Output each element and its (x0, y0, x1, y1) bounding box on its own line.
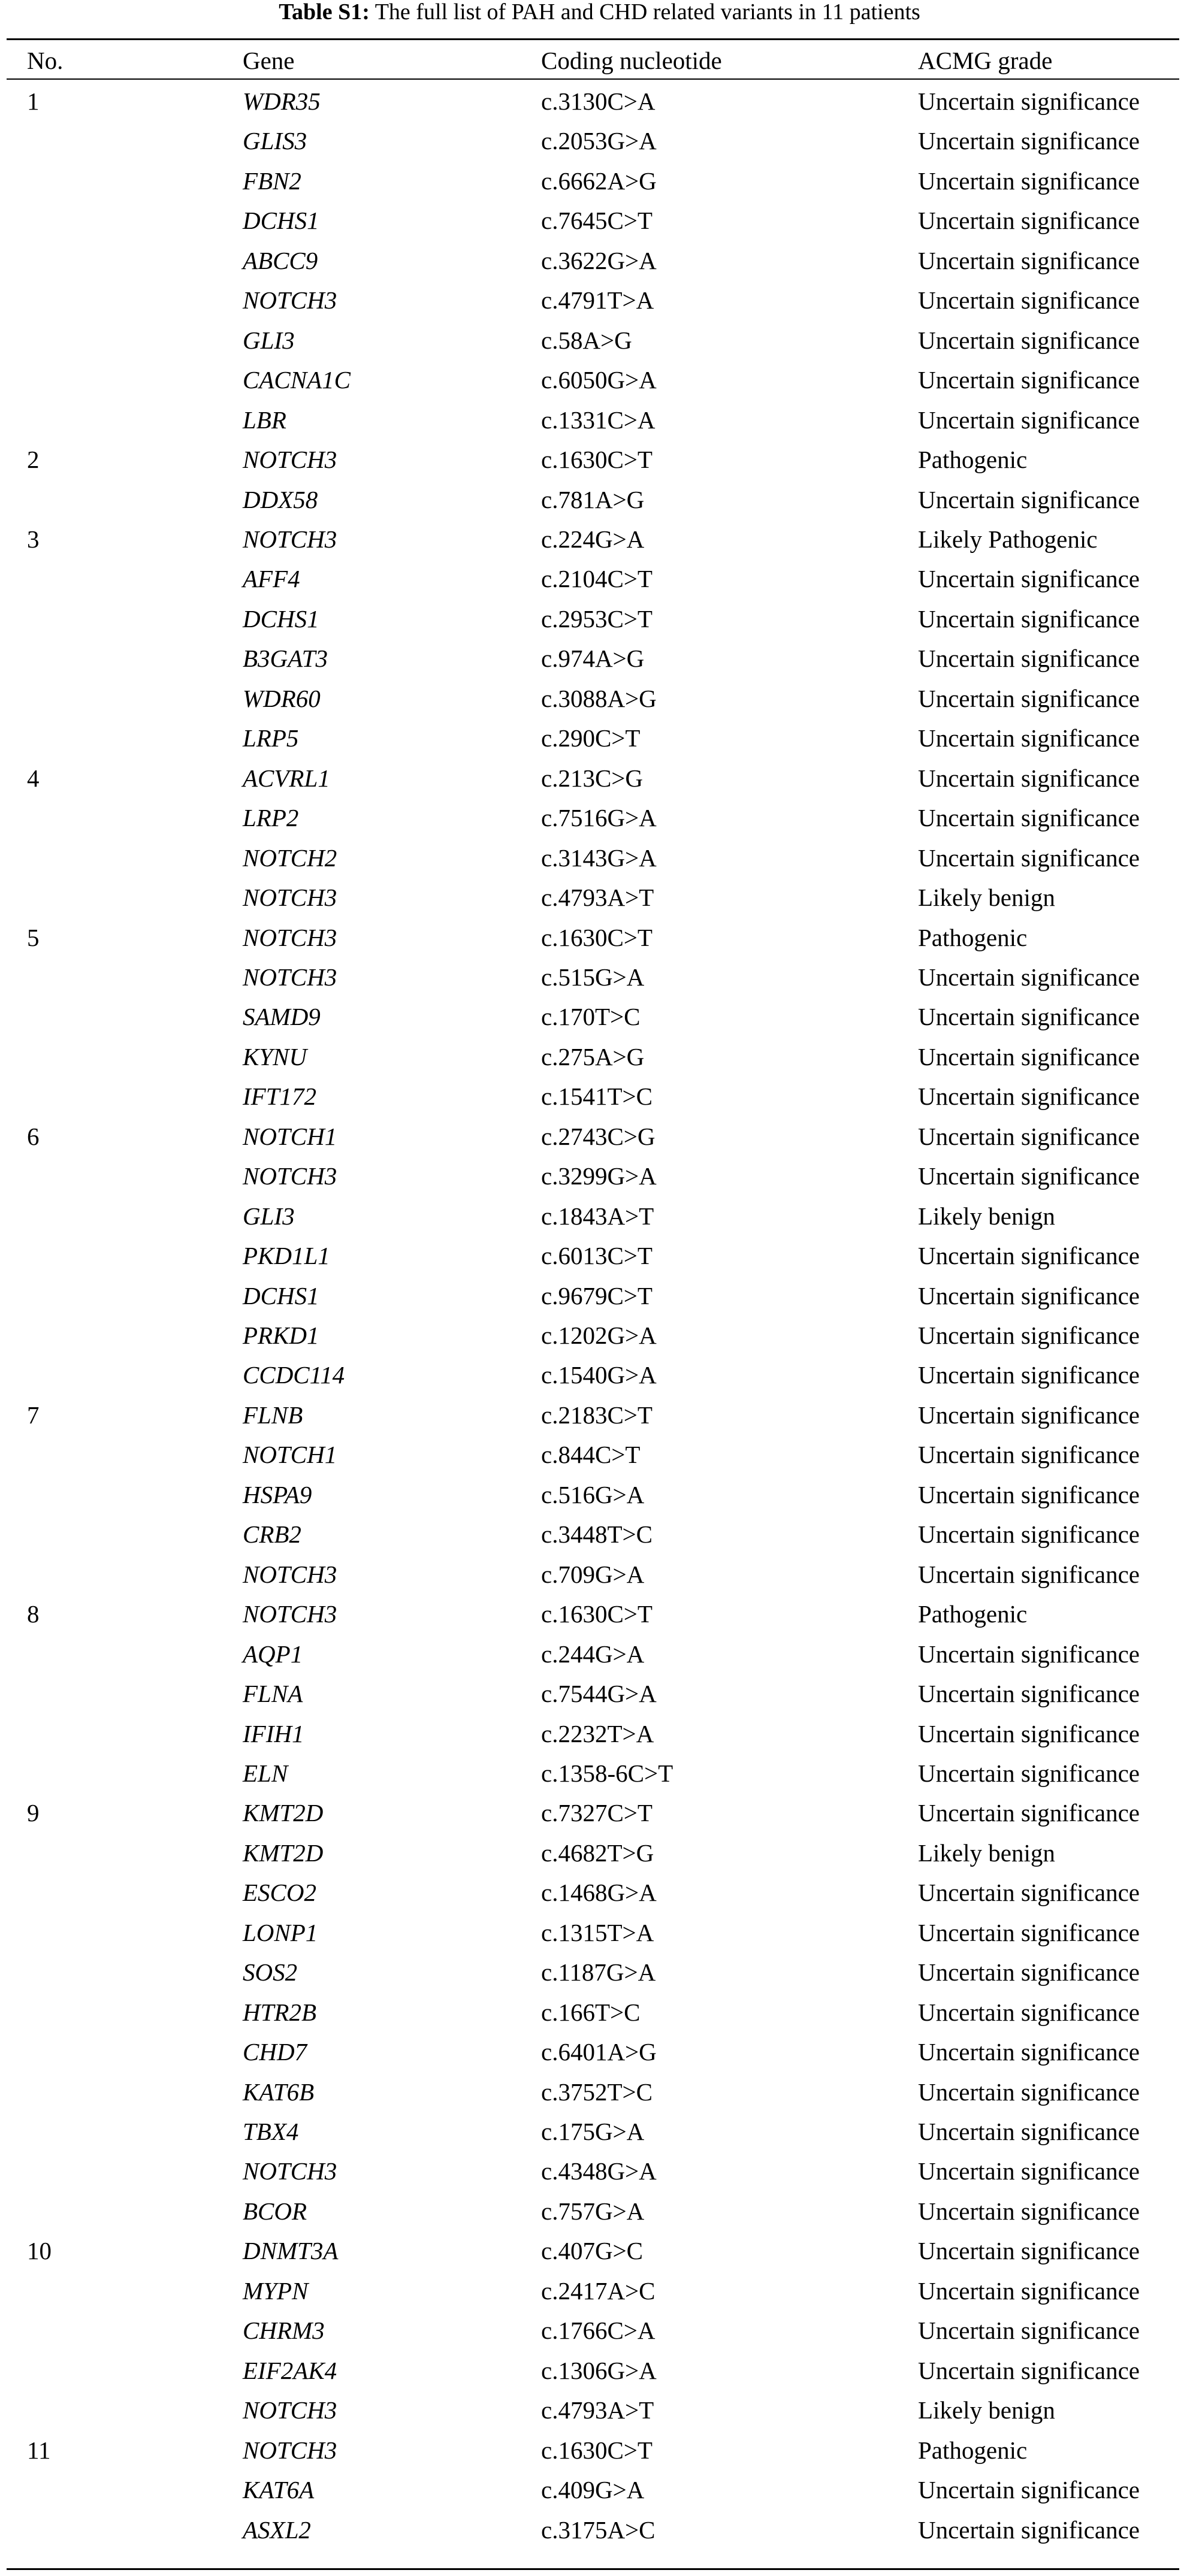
cell-coding-nucleotide: c.1468G>A (541, 1879, 657, 1907)
table-row (0, 1236, 1199, 1276)
table-row (0, 321, 1199, 361)
cell-acmg-grade: Uncertain significance (918, 1441, 1140, 1469)
cell-coding-nucleotide: c.7544G>A (541, 1680, 657, 1707)
table-row (0, 2231, 1199, 2271)
cell-patient-no: 8 (27, 1600, 40, 1628)
cell-acmg-grade: Uncertain significance (918, 1242, 1140, 1270)
cell-coding-nucleotide: c.170T>C (541, 1003, 641, 1031)
cell-gene: NOTCH1 (243, 1441, 337, 1469)
cell-coding-nucleotide: c.1202G>A (541, 1322, 657, 1349)
cell-gene: B3GAT3 (243, 645, 328, 673)
table-row (0, 2311, 1199, 2351)
cell-gene: NOTCH3 (243, 2436, 337, 2464)
cell-gene: KYNU (243, 1042, 307, 1071)
cell-gene: GLI3 (243, 326, 295, 354)
cell-coding-nucleotide: c.1358-6C>T (541, 1759, 674, 1787)
cell-acmg-grade: Uncertain significance (918, 1122, 1140, 1150)
table-row (0, 2151, 1199, 2191)
cell-acmg-grade: Likely benign (918, 2396, 1055, 2424)
cell-acmg-grade: Uncertain significance (918, 286, 1140, 315)
cell-patient-no: 9 (27, 1799, 40, 1827)
table-bottom-rule (7, 2568, 1179, 2570)
cell-coding-nucleotide: c.974A>G (541, 645, 645, 673)
cell-gene: NOTCH3 (243, 525, 337, 553)
cell-gene: FLNA (243, 1680, 303, 1707)
table-row (0, 1514, 1199, 1555)
cell-acmg-grade: Uncertain significance (918, 1799, 1140, 1827)
cell-gene: NOTCH1 (243, 1122, 337, 1150)
cell-acmg-grade: Uncertain significance (918, 246, 1140, 274)
cell-acmg-grade: Uncertain significance (918, 843, 1140, 872)
table-row (0, 1316, 1199, 1356)
table-row (0, 2351, 1199, 2391)
cell-acmg-grade: Uncertain significance (918, 485, 1140, 513)
cell-coding-nucleotide: c.3130C>A (541, 87, 656, 115)
cell-gene: NOTCH3 (243, 1600, 337, 1628)
cell-coding-nucleotide: c.1187G>A (541, 1958, 656, 1987)
cell-gene: HTR2B (243, 1998, 316, 2026)
cell-acmg-grade: Uncertain significance (918, 1480, 1140, 1508)
table-row (0, 1594, 1199, 1634)
cell-acmg-grade: Uncertain significance (918, 2276, 1140, 2305)
cell-gene: LRP2 (243, 804, 299, 832)
column-header-acmg-grade: ACMG grade (918, 47, 1053, 74)
cell-gene: NOTCH3 (243, 1560, 337, 1588)
cell-acmg-grade: Uncertain significance (918, 1042, 1140, 1071)
cell-gene: TBX4 (243, 2118, 299, 2145)
cell-coding-nucleotide: c.407G>C (541, 2237, 644, 2265)
cell-coding-nucleotide: c.4791T>A (541, 286, 654, 315)
table-row (0, 1156, 1199, 1196)
table-row (0, 2112, 1199, 2152)
cell-gene: PKD1L1 (243, 1242, 330, 1270)
cell-gene: KMT2D (243, 1839, 324, 1867)
table-row (0, 280, 1199, 321)
cell-acmg-grade: Uncertain significance (918, 1759, 1140, 1787)
cell-patient-no: 2 (27, 446, 40, 474)
table-row (0, 1952, 1199, 1993)
cell-acmg-grade: Likely benign (918, 1202, 1055, 1230)
table-row (0, 2390, 1199, 2430)
cell-gene: LONP1 (243, 1918, 318, 1946)
table-row (0, 1196, 1199, 1236)
cell-acmg-grade: Uncertain significance (918, 2197, 1140, 2225)
cell-acmg-grade: Uncertain significance (918, 1958, 1140, 1987)
table-row (0, 2510, 1199, 2550)
cell-acmg-grade: Uncertain significance (918, 2515, 1140, 2544)
table-row (0, 241, 1199, 281)
cell-acmg-grade: Uncertain significance (918, 645, 1140, 673)
table-row (0, 1793, 1199, 1833)
cell-coding-nucleotide: c.290C>T (541, 724, 641, 752)
cell-acmg-grade: Uncertain significance (918, 1162, 1140, 1190)
cell-gene: WDR35 (243, 87, 321, 115)
cell-gene: NOTCH3 (243, 923, 337, 951)
cell-coding-nucleotide: c.781A>G (541, 485, 645, 513)
cell-coding-nucleotide: c.6662A>G (541, 167, 657, 195)
caption-text: The full list of PAH and CHD related variants in 11 patients (375, 0, 920, 25)
table-row (0, 2072, 1199, 2112)
cell-coding-nucleotide: c.3448T>C (541, 1520, 653, 1549)
table-row (0, 798, 1199, 838)
table-row (0, 1077, 1199, 1117)
cell-coding-nucleotide: c.275A>G (541, 1042, 645, 1071)
cell-gene: ABCC9 (243, 246, 318, 274)
cell-acmg-grade: Uncertain significance (918, 2476, 1140, 2504)
column-header-coding-nucleotide: Coding nucleotide (541, 47, 722, 74)
table-row (0, 400, 1199, 440)
cell-gene: NOTCH3 (243, 446, 337, 474)
cell-acmg-grade: Uncertain significance (918, 406, 1140, 434)
cell-acmg-grade: Likely benign (918, 1839, 1055, 1867)
cell-acmg-grade: Uncertain significance (918, 684, 1140, 712)
table-row (0, 639, 1199, 679)
table-row (0, 2430, 1199, 2471)
cell-gene: NOTCH3 (243, 2396, 337, 2424)
cell-coding-nucleotide: c.2417A>C (541, 2276, 656, 2305)
cell-coding-nucleotide: c.409G>A (541, 2476, 645, 2504)
cell-coding-nucleotide: c.1843A>T (541, 1202, 654, 1230)
cell-coding-nucleotide: c.9679C>T (541, 1281, 653, 1310)
cell-acmg-grade: Uncertain significance (918, 1322, 1140, 1349)
cell-acmg-grade: Uncertain significance (918, 565, 1140, 593)
cell-coding-nucleotide: c.757G>A (541, 2197, 645, 2225)
cell-acmg-grade: Uncertain significance (918, 724, 1140, 752)
cell-gene: PRKD1 (243, 1322, 319, 1349)
cell-coding-nucleotide: c.3622G>A (541, 246, 657, 274)
cell-coding-nucleotide: c.2953C>T (541, 604, 653, 633)
cell-gene: WDR60 (243, 684, 321, 712)
cell-gene: AFF4 (243, 565, 300, 593)
cell-gene: IFIH1 (243, 1719, 304, 1747)
table-row (0, 161, 1199, 201)
caption-label: Table S1: (279, 0, 370, 25)
cell-gene: NOTCH3 (243, 2157, 337, 2185)
table-header-row (0, 41, 1199, 81)
cell-acmg-grade: Uncertain significance (918, 764, 1140, 792)
cell-coding-nucleotide: c.2183C>T (541, 1401, 653, 1429)
cell-coding-nucleotide: c.1541T>C (541, 1083, 653, 1111)
cell-coding-nucleotide: c.1630C>T (541, 923, 653, 951)
cell-acmg-grade: Uncertain significance (918, 2237, 1140, 2265)
cell-acmg-grade: Uncertain significance (918, 1520, 1140, 1549)
cell-gene: CACNA1C (243, 366, 351, 394)
table-row (0, 1037, 1199, 1077)
cell-coding-nucleotide: c.1630C>T (541, 446, 653, 474)
cell-gene: BCOR (243, 2197, 307, 2225)
cell-coding-nucleotide: c.1306G>A (541, 2356, 657, 2384)
table-row (0, 1475, 1199, 1515)
table-row (0, 360, 1199, 400)
table-row (0, 519, 1199, 560)
cell-gene: AQP1 (243, 1640, 303, 1668)
cell-gene: CCDC114 (243, 1361, 345, 1389)
cell-coding-nucleotide: c.4348G>A (541, 2157, 657, 2185)
cell-acmg-grade: Uncertain significance (918, 1998, 1140, 2026)
cell-acmg-grade: Uncertain significance (918, 1361, 1140, 1389)
cell-coding-nucleotide: c.515G>A (541, 963, 645, 991)
cell-acmg-grade: Uncertain significance (918, 1719, 1140, 1747)
cell-acmg-grade: Uncertain significance (918, 366, 1140, 394)
table-row (0, 1276, 1199, 1316)
table-row (0, 2470, 1199, 2510)
cell-coding-nucleotide: c.175G>A (541, 2118, 645, 2145)
cell-patient-no: 5 (27, 923, 40, 951)
table-row (0, 838, 1199, 878)
cell-acmg-grade: Uncertain significance (918, 2356, 1140, 2384)
cell-coding-nucleotide: c.1766C>A (541, 2317, 656, 2345)
cell-acmg-grade: Uncertain significance (918, 326, 1140, 354)
table-row (0, 2032, 1199, 2072)
table-row (0, 2271, 1199, 2311)
cell-gene: DCHS1 (243, 207, 319, 235)
cell-acmg-grade: Uncertain significance (918, 2157, 1140, 2185)
cell-coding-nucleotide: c.244G>A (541, 1640, 645, 1668)
cell-coding-nucleotide: c.6050G>A (541, 366, 657, 394)
cell-gene: NOTCH3 (243, 884, 337, 911)
table-row (0, 878, 1199, 918)
cell-coding-nucleotide: c.1331C>A (541, 406, 656, 434)
cell-acmg-grade: Uncertain significance (918, 1401, 1140, 1429)
cell-gene: CRB2 (243, 1520, 301, 1549)
table-row (0, 599, 1199, 639)
cell-gene: KMT2D (243, 1799, 324, 1827)
cell-acmg-grade: Uncertain significance (918, 207, 1140, 235)
table-row (0, 1753, 1199, 1794)
cell-gene: NOTCH3 (243, 286, 337, 315)
cell-gene: FBN2 (243, 167, 301, 195)
cell-coding-nucleotide: c.1630C>T (541, 2436, 653, 2464)
cell-acmg-grade: Uncertain significance (918, 2038, 1140, 2066)
table-row (0, 918, 1199, 958)
cell-gene: LBR (243, 406, 286, 434)
cell-patient-no: 3 (27, 525, 40, 553)
table-caption (0, 0, 1199, 36)
table-top-rule (7, 38, 1179, 40)
table-row (0, 1634, 1199, 1674)
cell-gene: ACVRL1 (243, 764, 330, 792)
cell-patient-no: 11 (27, 2436, 51, 2464)
cell-coding-nucleotide: c.3088A>G (541, 684, 657, 712)
table-row (0, 1355, 1199, 1395)
cell-gene: NOTCH2 (243, 843, 337, 872)
cell-coding-nucleotide: c.3752T>C (541, 2078, 653, 2106)
column-header-no: No. (27, 47, 64, 74)
table-row (0, 1873, 1199, 1913)
cell-patient-no: 1 (27, 87, 40, 115)
cell-patient-no: 10 (27, 2237, 52, 2265)
cell-acmg-grade: Uncertain significance (918, 1560, 1140, 1588)
table-row (0, 1993, 1199, 2033)
cell-coding-nucleotide: c.4793A>T (541, 884, 654, 911)
cell-acmg-grade: Uncertain significance (918, 804, 1140, 832)
cell-acmg-grade: Uncertain significance (918, 1003, 1140, 1031)
cell-acmg-grade: Uncertain significance (918, 963, 1140, 991)
cell-gene: DDX58 (243, 485, 318, 513)
table-header-rule (7, 78, 1179, 80)
cell-gene: GLI3 (243, 1202, 295, 1230)
cell-coding-nucleotide: c.1315T>A (541, 1918, 654, 1946)
cell-coding-nucleotide: c.3175A>C (541, 2515, 656, 2544)
cell-acmg-grade: Uncertain significance (918, 167, 1140, 195)
table-row (0, 81, 1199, 122)
table-row (0, 2191, 1199, 2232)
table-row (0, 679, 1199, 719)
cell-gene: DNMT3A (243, 2237, 339, 2265)
cell-coding-nucleotide: c.2232T>A (541, 1719, 654, 1747)
cell-gene: SOS2 (243, 1958, 298, 1987)
table-row (0, 1117, 1199, 1157)
table-row (0, 201, 1199, 241)
cell-acmg-grade: Uncertain significance (918, 2317, 1140, 2345)
cell-gene: NOTCH3 (243, 963, 337, 991)
cell-coding-nucleotide: c.7327C>T (541, 1799, 653, 1827)
table-row (0, 758, 1199, 799)
table-row (0, 957, 1199, 997)
cell-acmg-grade: Uncertain significance (918, 1281, 1140, 1310)
cell-acmg-grade: Uncertain significance (918, 1083, 1140, 1111)
cell-acmg-grade: Uncertain significance (918, 2078, 1140, 2106)
cell-coding-nucleotide: c.2104C>T (541, 565, 653, 593)
cell-gene: ASXL2 (243, 2515, 311, 2544)
cell-coding-nucleotide: c.213C>G (541, 764, 644, 792)
cell-gene: HSPA9 (243, 1480, 312, 1508)
cell-gene: ESCO2 (243, 1879, 316, 1907)
cell-coding-nucleotide: c.516G>A (541, 1480, 645, 1508)
table-row (0, 1435, 1199, 1475)
table-row (0, 1674, 1199, 1714)
cell-coding-nucleotide: c.6013C>T (541, 1242, 653, 1270)
cell-acmg-grade: Likely Pathogenic (918, 525, 1098, 553)
cell-coding-nucleotide: c.166T>C (541, 1998, 641, 2026)
cell-acmg-grade: Uncertain significance (918, 1680, 1140, 1707)
table-row (0, 480, 1199, 520)
cell-gene: CHRM3 (243, 2317, 325, 2345)
cell-patient-no: 4 (27, 764, 40, 792)
table-row (0, 1395, 1199, 1435)
cell-acmg-grade: Pathogenic (918, 1600, 1028, 1628)
table-row (0, 559, 1199, 599)
cell-gene: CHD7 (243, 2038, 307, 2066)
cell-patient-no: 7 (27, 1401, 40, 1429)
cell-coding-nucleotide: c.3299G>A (541, 1162, 657, 1190)
cell-gene: DCHS1 (243, 1281, 319, 1310)
cell-gene: GLIS3 (243, 127, 307, 155)
cell-gene: KAT6B (243, 2078, 315, 2106)
cell-acmg-grade: Uncertain significance (918, 87, 1140, 115)
table-row (0, 1714, 1199, 1754)
cell-gene: IFT172 (243, 1083, 316, 1111)
cell-acmg-grade: Uncertain significance (918, 604, 1140, 633)
table-row (0, 1833, 1199, 1873)
cell-acmg-grade: Likely benign (918, 884, 1055, 911)
cell-acmg-grade: Pathogenic (918, 446, 1028, 474)
cell-gene: NOTCH3 (243, 1162, 337, 1190)
cell-coding-nucleotide: c.2053G>A (541, 127, 657, 155)
table-row (0, 1913, 1199, 1953)
cell-coding-nucleotide: c.2743C>G (541, 1122, 656, 1150)
cell-coding-nucleotide: c.7516G>A (541, 804, 657, 832)
cell-coding-nucleotide: c.709G>A (541, 1560, 645, 1588)
cell-gene: KAT6A (243, 2476, 315, 2504)
table-row (0, 997, 1199, 1037)
cell-acmg-grade: Uncertain significance (918, 1918, 1140, 1946)
cell-coding-nucleotide: c.1540G>A (541, 1361, 657, 1389)
cell-acmg-grade: Pathogenic (918, 2436, 1028, 2464)
cell-patient-no: 6 (27, 1122, 40, 1150)
cell-acmg-grade: Uncertain significance (918, 1879, 1140, 1907)
cell-coding-nucleotide: c.7645C>T (541, 207, 653, 235)
cell-coding-nucleotide: c.1630C>T (541, 1600, 653, 1628)
cell-acmg-grade: Uncertain significance (918, 2118, 1140, 2145)
cell-gene: DCHS1 (243, 604, 319, 633)
cell-gene: LRP5 (243, 724, 299, 752)
cell-acmg-grade: Uncertain significance (918, 127, 1140, 155)
cell-coding-nucleotide: c.6401A>G (541, 2038, 657, 2066)
cell-coding-nucleotide: c.844C>T (541, 1441, 641, 1469)
cell-acmg-grade: Pathogenic (918, 923, 1028, 951)
cell-coding-nucleotide: c.4682T>G (541, 1839, 654, 1867)
table-row (0, 121, 1199, 161)
cell-gene: FLNB (243, 1401, 303, 1429)
cell-coding-nucleotide: c.3143G>A (541, 843, 657, 872)
column-header-gene: Gene (243, 47, 295, 74)
cell-coding-nucleotide: c.224G>A (541, 525, 645, 553)
cell-gene: ELN (243, 1759, 288, 1787)
table-row (0, 440, 1199, 480)
cell-coding-nucleotide: c.58A>G (541, 326, 632, 354)
cell-gene: SAMD9 (243, 1003, 321, 1031)
cell-coding-nucleotide: c.4793A>T (541, 2396, 654, 2424)
cell-gene: EIF2AK4 (243, 2356, 337, 2384)
cell-gene: MYPN (243, 2276, 309, 2305)
cell-acmg-grade: Uncertain significance (918, 1640, 1140, 1668)
table-row (0, 718, 1199, 758)
table-row (0, 1555, 1199, 1595)
